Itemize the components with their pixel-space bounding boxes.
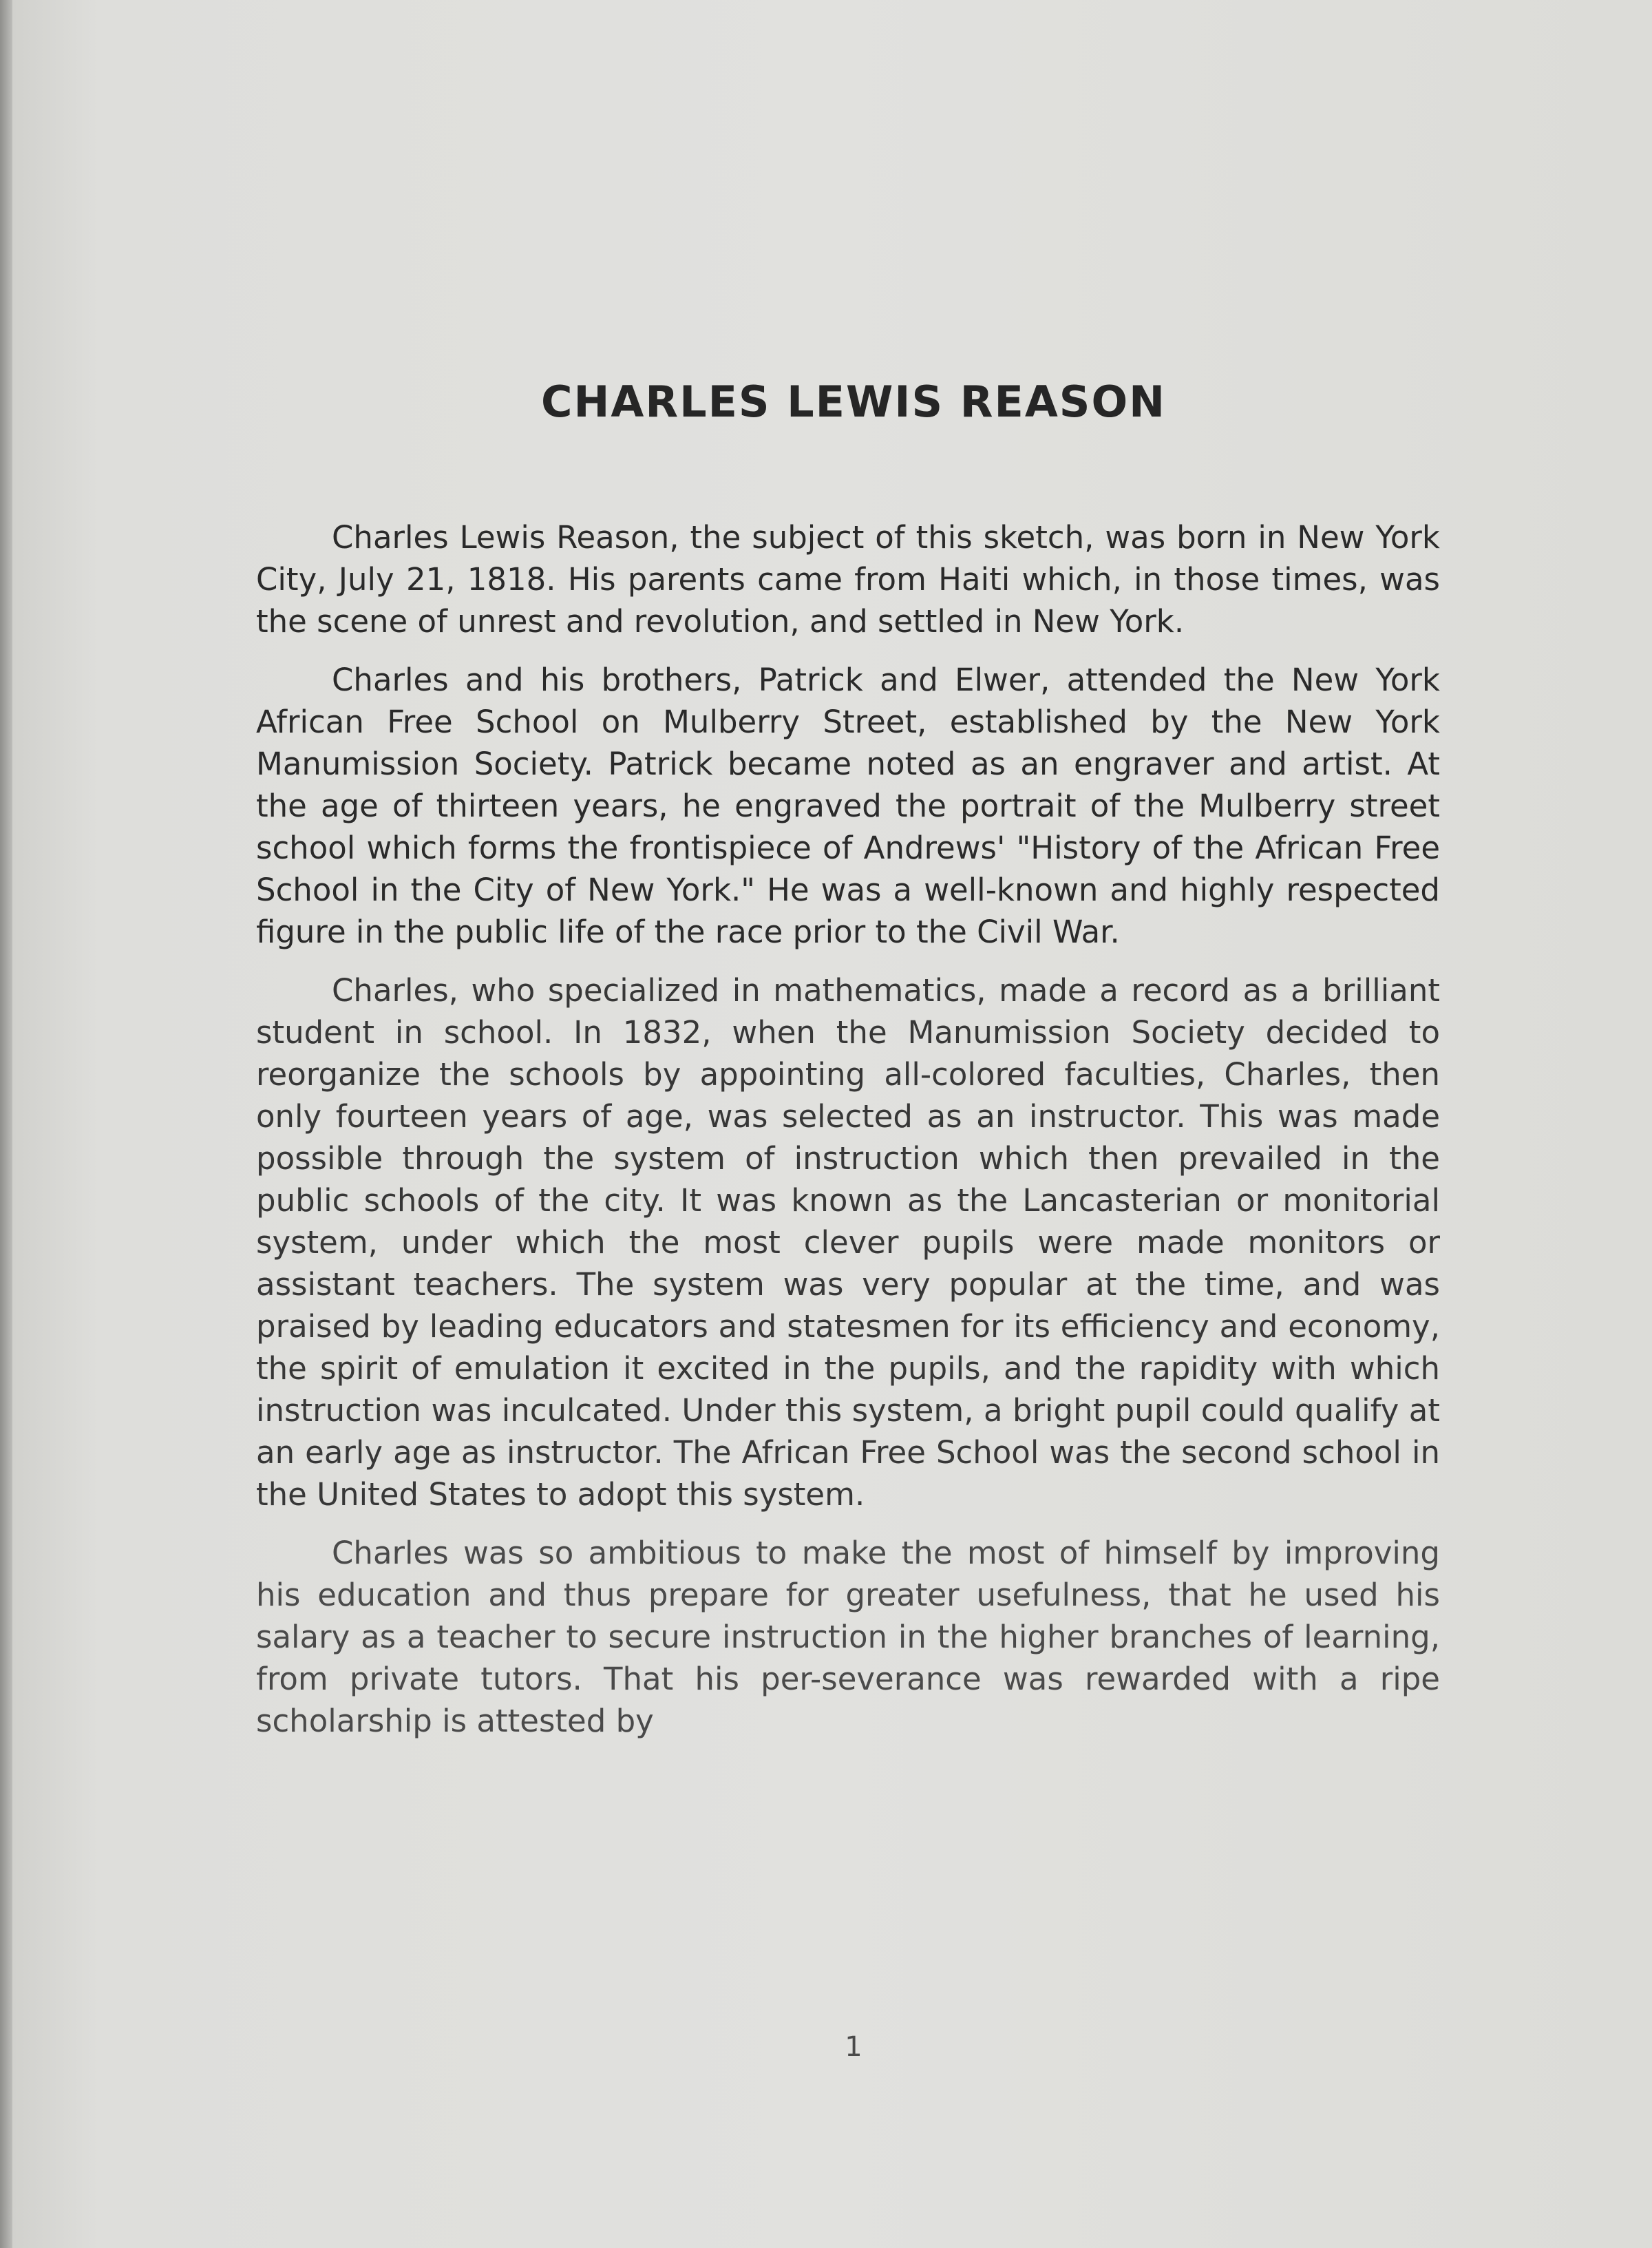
- paragraph-4: Charles was so ambitious to make the most of himself by improving his education and thus prepare for greater usefulness, that he used his salary as a teacher to secure instruction in the higher branches of learning, from private tutors. That his per-severance was rewarded with a ripe scholarship is attested by: [256, 1535, 1440, 1739]
- binding-edge: [0, 0, 12, 2248]
- body-text: [256, 516, 1440, 1758]
- paragraph-2: Charles and his brothers, Patrick and Elwer, attended the New York African Free School on Mulberry Street, established by the New York Manumission Society. Patrick became noted as an engraver and artist. At the age of thirteen years, he engraved the portrait of the Mulberry street school which forms the frontispiece of Andrews' "History of the African Free School in the City of New York." He was a well-known and highly respected figure in the public life of the race prior to the Civil War.: [256, 662, 1440, 950]
- page-number: 1: [845, 2031, 862, 2063]
- paragraph-3: Charles, who specialized in mathematics, made a record as a brilliant student in school. In 1832, when the Manumission Society decided to reorganize the schools by appointing all-colored faculties, Charles, then only fourteen years of age, was selected as an instructor. This was made possible through the system of instruction which then prevailed in the public schools of the city. It was known as the Lancasterian or monitorial system, under which the most clever pupils were made monitors or assistant teachers. The system was very popular at the time, and was praised by leading educators and statesmen for its efficiency and economy, the spirit of emulation it excited in the pupils, and the rapidity with which instruction was inculcated. Under this system, a bright pupil could qualify at an early age as instructor. The African Free School was the second school in the United States to adopt this system.: [256, 972, 1440, 1513]
- paragraph-1: Charles Lewis Reason, the subject of this sketch, was born in New York City, July 21, 1818. His parents came from Haiti which, in those times, was the scene of unrest and revolution, and settled in New York.: [256, 519, 1440, 640]
- page-title: CHARLES LEWIS REASON: [540, 376, 1167, 427]
